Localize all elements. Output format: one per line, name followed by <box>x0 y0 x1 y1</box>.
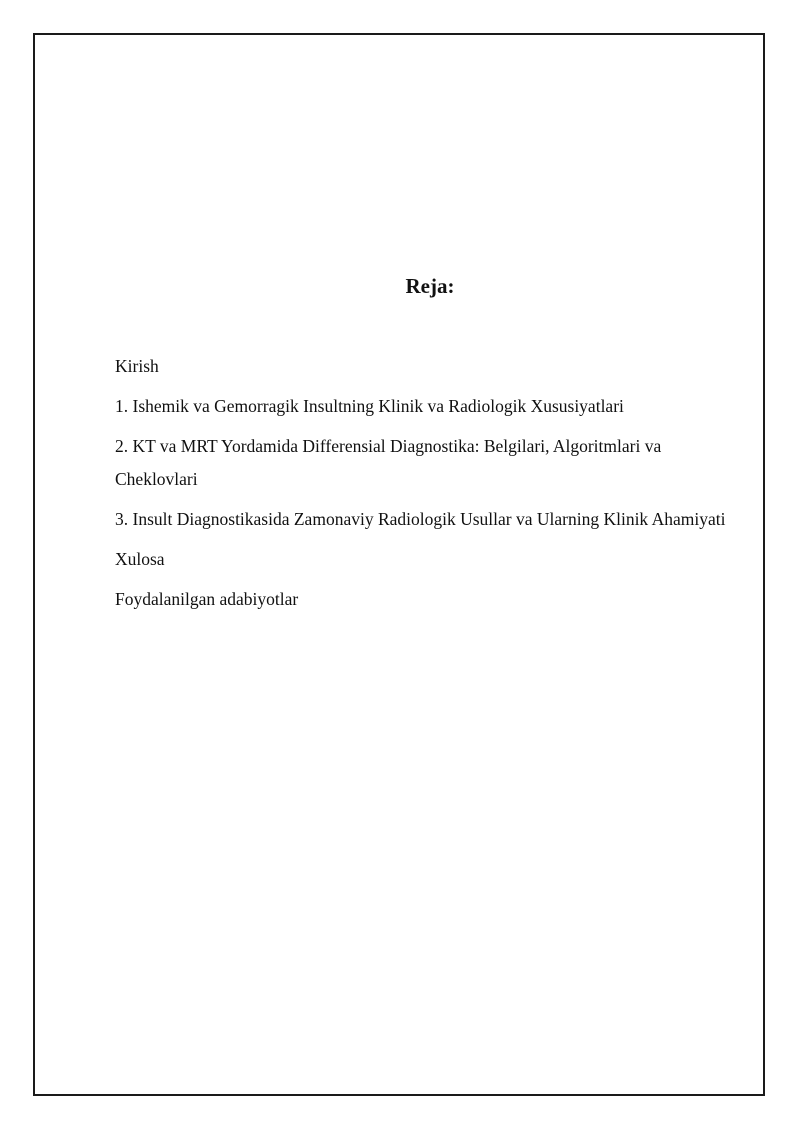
document-title: Reja: <box>405 274 455 298</box>
toc-item-1: 1. Ishemik va Gemorragik Insultning Klinik va Radiologik Xususiyatlari <box>115 396 624 416</box>
toc-item-3: 3. Insult Diagnostikasida Zamonaviy Radiologik Usullar va Ularning Klinik Ahamiyati <box>115 509 726 529</box>
toc-item-intro: Kirish <box>115 356 159 376</box>
toc-item-conclusion: Xulosa <box>115 549 165 569</box>
toc-item-references: Foydalanilgan adabiyotlar <box>115 589 299 609</box>
toc-item-2: 2. KT va MRT Yordamida Differensial Diagnostika: Belgilari, Algoritmlari va Cheklovlari <box>115 436 662 489</box>
table-of-contents <box>115 350 730 623</box>
